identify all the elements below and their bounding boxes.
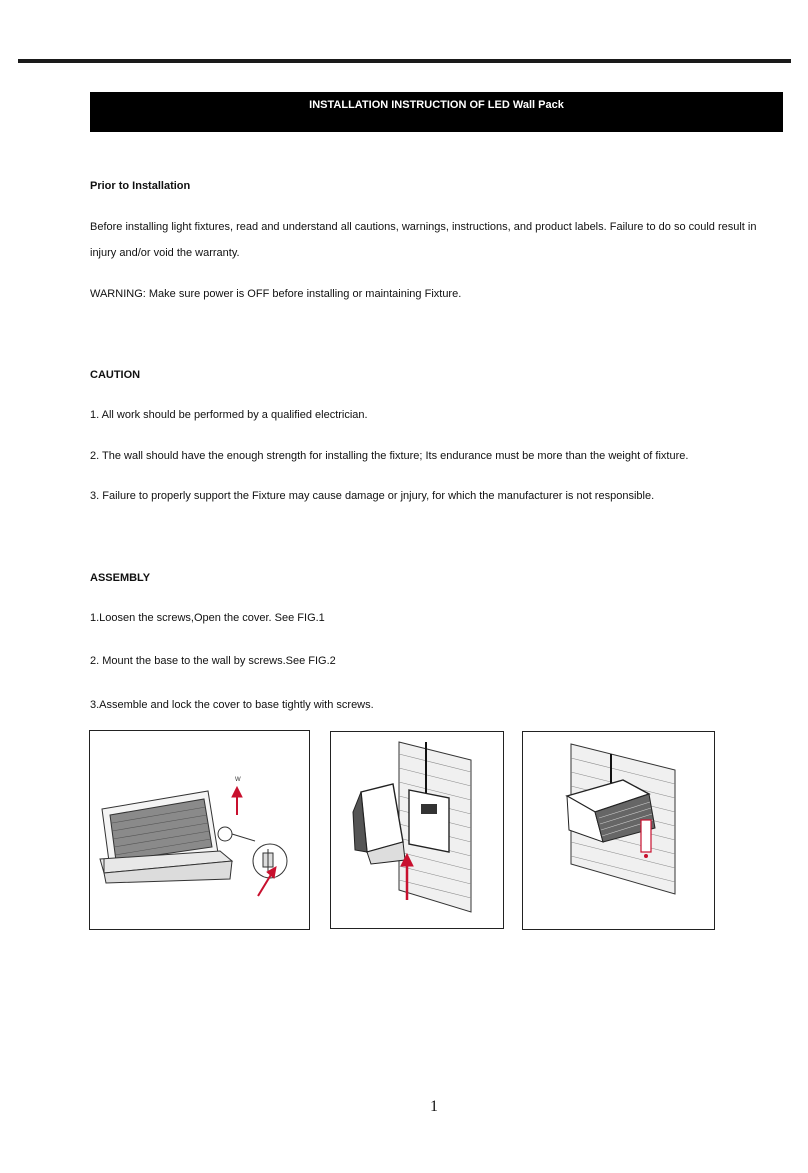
caution-item-1: 1. All work should be performed by a qualified electrician. (90, 409, 368, 421)
page-title: INSTALLATION INSTRUCTION OF LED Wall Pack (90, 92, 783, 132)
open-fixture-cover-illustration-icon (90, 731, 309, 929)
assembly-step-1: 1.Loosen the screws,Open the cover. See FIG.1 (90, 612, 325, 624)
assembled-fixture-illustration-icon (523, 732, 714, 929)
warning-text: WARNING: Make sure power is OFF before installing or maintaining Fixture. (90, 288, 462, 300)
wall-mount-base-illustration-icon (331, 732, 503, 928)
caution-item-2: 2. The wall should have the enough strength for installing the fixture; Its endurance must be more than the weight of fixture. (90, 450, 689, 462)
page-number: 1 (430, 1098, 438, 1115)
figure-2 (330, 731, 504, 929)
caution-item-3: 3. Failure to properly support the Fixture may cause damage or jnjury, for which the manufacturer is not responsible. (90, 490, 655, 502)
caution-heading: CAUTION (90, 369, 141, 381)
prior-paragraph: Before installing light fixtures, read and understand all cautions, warnings, instructions, and product labels. Failure to do so could result in injury and/or void the warranty. (90, 221, 757, 259)
svg-text:W: W (235, 777, 241, 783)
prior-heading: Prior to Installation (90, 180, 191, 192)
figure-1 (89, 730, 310, 930)
assembly-heading: ASSEMBLY (90, 572, 151, 584)
assembly-step-3: 3.Assemble and lock the cover to base tightly with screws. (90, 699, 374, 711)
figure-3 (522, 731, 715, 930)
assembly-step-2: 2. Mount the base to the wall by screws.See FIG.2 (90, 655, 336, 667)
top-rule (18, 59, 791, 63)
